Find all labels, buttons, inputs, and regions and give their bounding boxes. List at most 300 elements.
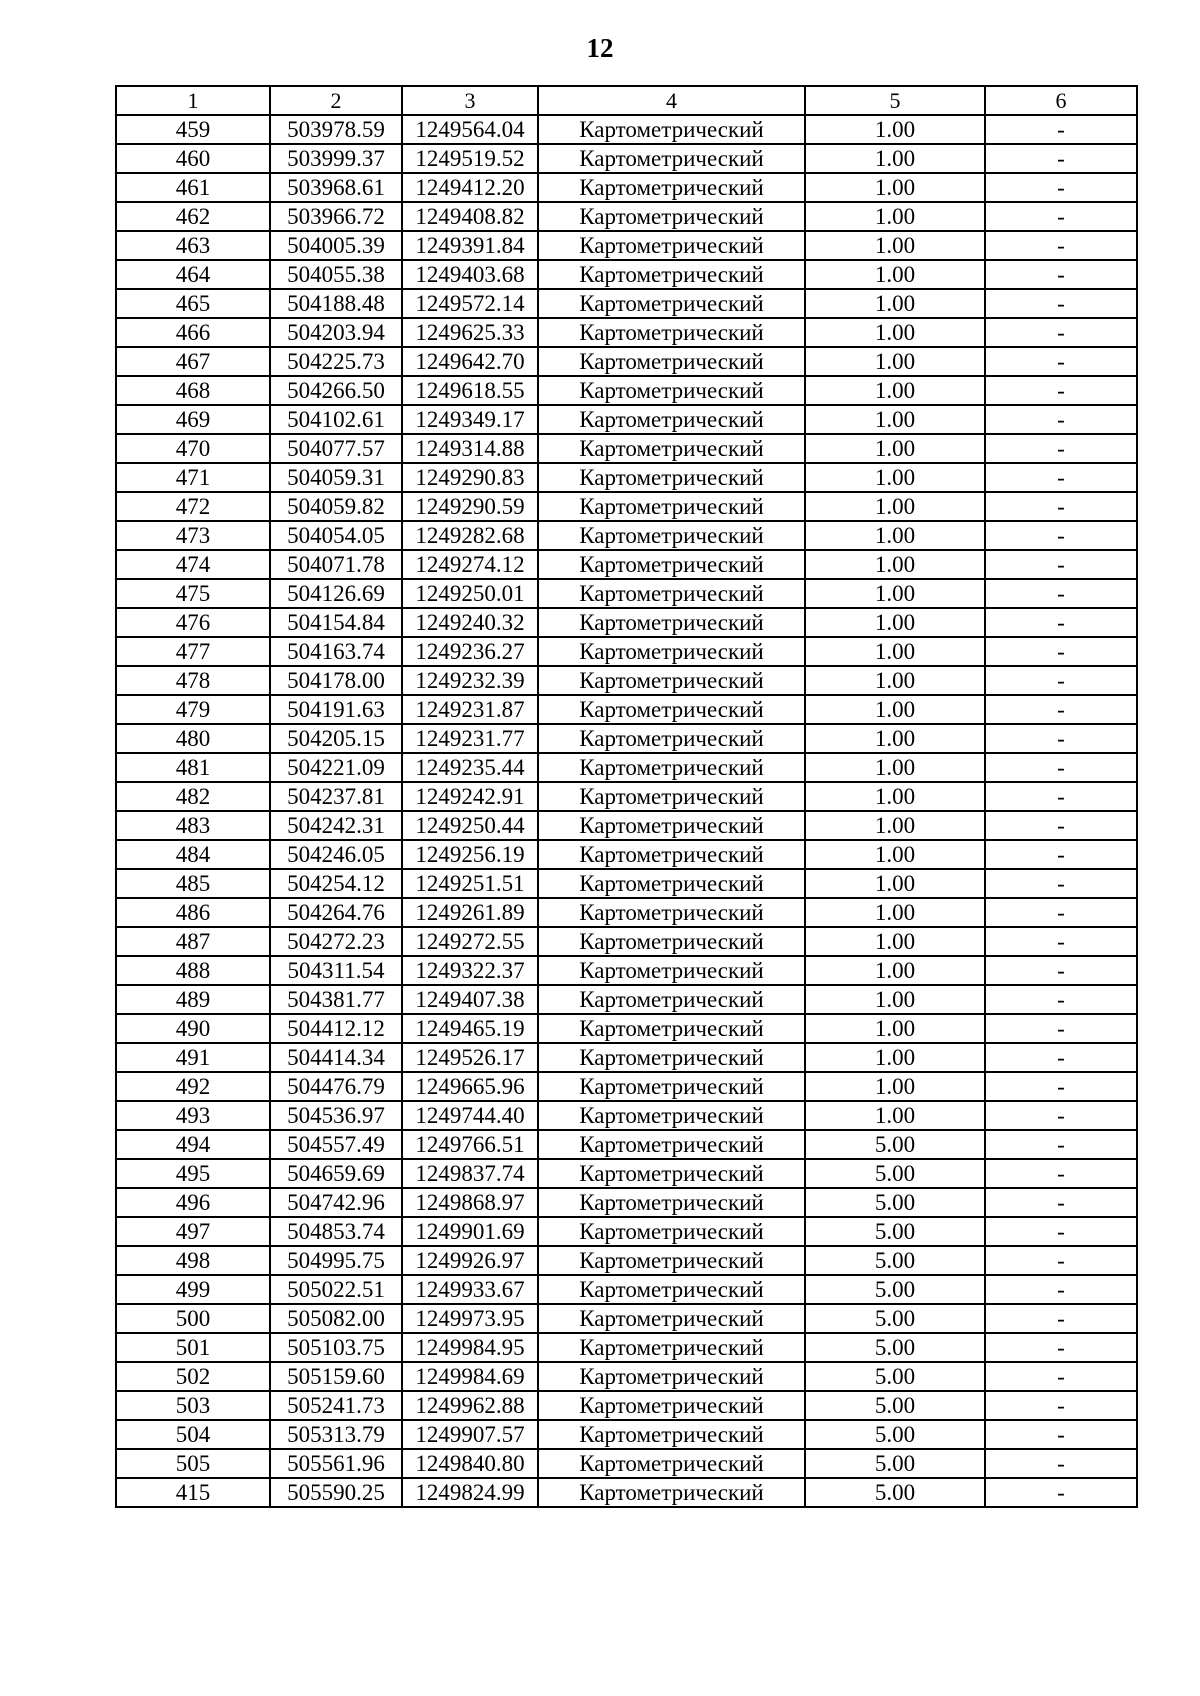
cell-description: - (985, 1478, 1137, 1507)
cell-method: Картометрический (538, 550, 805, 579)
cell-method: Картометрический (538, 463, 805, 492)
cell-method: Картометрический (538, 1275, 805, 1304)
cell-accuracy: 1.00 (805, 724, 985, 753)
cell-x: 504178.00 (270, 666, 402, 695)
cell-point-number: 489 (116, 985, 270, 1014)
cell-method: Картометрический (538, 608, 805, 637)
table-body (116, 115, 1137, 1507)
cell-method: Картометрический (538, 666, 805, 695)
cell-x: 505022.51 (270, 1275, 402, 1304)
cell-y: 1249408.82 (402, 202, 538, 231)
table-row (116, 1275, 1137, 1304)
cell-method: Картометрический (538, 1362, 805, 1391)
cell-x: 505159.60 (270, 1362, 402, 1391)
cell-description: - (985, 173, 1137, 202)
table-row (116, 289, 1137, 318)
cell-accuracy: 1.00 (805, 318, 985, 347)
cell-accuracy: 5.00 (805, 1478, 985, 1507)
cell-y: 1249840.80 (402, 1449, 538, 1478)
cell-description: - (985, 1333, 1137, 1362)
cell-description: - (985, 1391, 1137, 1420)
cell-y: 1249962.88 (402, 1391, 538, 1420)
cell-point-number: 497 (116, 1217, 270, 1246)
cell-description: - (985, 1159, 1137, 1188)
cell-point-number: 480 (116, 724, 270, 753)
cell-accuracy: 1.00 (805, 811, 985, 840)
cell-y: 1249349.17 (402, 405, 538, 434)
header-row (116, 86, 1137, 115)
cell-point-number: 491 (116, 1043, 270, 1072)
cell-method: Картометрический (538, 811, 805, 840)
table-row (116, 318, 1137, 347)
cell-method: Картометрический (538, 1217, 805, 1246)
cell-x: 503978.59 (270, 115, 402, 144)
table-row (116, 405, 1137, 434)
cell-description: - (985, 1362, 1137, 1391)
cell-x: 505103.75 (270, 1333, 402, 1362)
cell-description: - (985, 1420, 1137, 1449)
cell-method: Картометрический (538, 985, 805, 1014)
cell-x: 504126.69 (270, 579, 402, 608)
cell-x: 504163.74 (270, 637, 402, 666)
cell-description: - (985, 318, 1137, 347)
cell-accuracy: 1.00 (805, 144, 985, 173)
cell-point-number: 488 (116, 956, 270, 985)
cell-method: Картометрический (538, 434, 805, 463)
cell-description: - (985, 550, 1137, 579)
cell-method: Картометрический (538, 898, 805, 927)
cell-accuracy: 5.00 (805, 1391, 985, 1420)
cell-y: 1249642.70 (402, 347, 538, 376)
cell-description: - (985, 1130, 1137, 1159)
cell-description: - (985, 115, 1137, 144)
cell-description: - (985, 405, 1137, 434)
cell-point-number: 473 (116, 521, 270, 550)
cell-x: 504742.96 (270, 1188, 402, 1217)
cell-x: 503966.72 (270, 202, 402, 231)
cell-point-number: 487 (116, 927, 270, 956)
cell-y: 1249290.59 (402, 492, 538, 521)
cell-description: - (985, 1217, 1137, 1246)
cell-point-number: 501 (116, 1333, 270, 1362)
cell-x: 504995.75 (270, 1246, 402, 1275)
cell-method: Картометрический (538, 1130, 805, 1159)
cell-y: 1249984.95 (402, 1333, 538, 1362)
cell-accuracy: 5.00 (805, 1333, 985, 1362)
cell-description: - (985, 724, 1137, 753)
cell-accuracy: 1.00 (805, 1101, 985, 1130)
table-row (116, 1333, 1137, 1362)
cell-x: 505082.00 (270, 1304, 402, 1333)
cell-x: 504203.94 (270, 318, 402, 347)
cell-method: Картометрический (538, 1246, 805, 1275)
cell-method: Картометрический (538, 869, 805, 898)
cell-method: Картометрический (538, 1188, 805, 1217)
cell-description: - (985, 1043, 1137, 1072)
cell-description: - (985, 1449, 1137, 1478)
cell-y: 1249236.27 (402, 637, 538, 666)
table-row (116, 666, 1137, 695)
cell-method: Картометрический (538, 347, 805, 376)
table-row (116, 1014, 1137, 1043)
cell-y: 1249412.20 (402, 173, 538, 202)
cell-point-number: 503 (116, 1391, 270, 1420)
cell-x: 504853.74 (270, 1217, 402, 1246)
table-row (116, 1449, 1137, 1478)
cell-accuracy: 1.00 (805, 782, 985, 811)
cell-x: 504659.69 (270, 1159, 402, 1188)
table-row (116, 1391, 1137, 1420)
cell-accuracy: 1.00 (805, 405, 985, 434)
cell-x: 504536.97 (270, 1101, 402, 1130)
cell-method: Картометрический (538, 579, 805, 608)
table-row (116, 956, 1137, 985)
cell-accuracy: 1.00 (805, 579, 985, 608)
cell-method: Картометрический (538, 1159, 805, 1188)
table-row (116, 927, 1137, 956)
cell-accuracy: 1.00 (805, 463, 985, 492)
cell-point-number: 474 (116, 550, 270, 579)
cell-description: - (985, 434, 1137, 463)
cell-x: 504071.78 (270, 550, 402, 579)
cell-description: - (985, 956, 1137, 985)
table-row (116, 695, 1137, 724)
cell-method: Картометрический (538, 695, 805, 724)
table-row (116, 376, 1137, 405)
cell-description: - (985, 1275, 1137, 1304)
cell-point-number: 484 (116, 840, 270, 869)
cell-accuracy: 1.00 (805, 492, 985, 521)
cell-method: Картометрический (538, 1014, 805, 1043)
cell-x: 504557.49 (270, 1130, 402, 1159)
cell-accuracy: 1.00 (805, 521, 985, 550)
table-row (116, 1130, 1137, 1159)
cell-accuracy: 1.00 (805, 753, 985, 782)
cell-y: 1249744.40 (402, 1101, 538, 1130)
cell-x: 504055.38 (270, 260, 402, 289)
cell-method: Картометрический (538, 956, 805, 985)
cell-accuracy: 1.00 (805, 1072, 985, 1101)
table-row (116, 1101, 1137, 1130)
cell-point-number: 482 (116, 782, 270, 811)
cell-description: - (985, 753, 1137, 782)
table-row (116, 434, 1137, 463)
cell-accuracy: 1.00 (805, 376, 985, 405)
coordinates-table (115, 85, 1138, 1508)
cell-point-number: 475 (116, 579, 270, 608)
cell-x: 504311.54 (270, 956, 402, 985)
cell-y: 1249391.84 (402, 231, 538, 260)
cell-method: Картометрический (538, 637, 805, 666)
cell-accuracy: 1.00 (805, 840, 985, 869)
cell-accuracy: 5.00 (805, 1275, 985, 1304)
cell-y: 1249564.04 (402, 115, 538, 144)
cell-description: - (985, 260, 1137, 289)
cell-y: 1249901.69 (402, 1217, 538, 1246)
table-row (116, 1043, 1137, 1072)
cell-x: 504188.48 (270, 289, 402, 318)
cell-accuracy: 5.00 (805, 1362, 985, 1391)
cell-description: - (985, 289, 1137, 318)
cell-point-number: 468 (116, 376, 270, 405)
cell-method: Картометрический (538, 260, 805, 289)
cell-y: 1249973.95 (402, 1304, 538, 1333)
cell-y: 1249766.51 (402, 1130, 538, 1159)
cell-accuracy: 1.00 (805, 115, 985, 144)
cell-x: 503968.61 (270, 173, 402, 202)
cell-accuracy: 5.00 (805, 1188, 985, 1217)
cell-point-number: 466 (116, 318, 270, 347)
cell-x: 504154.84 (270, 608, 402, 637)
cell-y: 1249933.67 (402, 1275, 538, 1304)
cell-method: Картометрический (538, 1333, 805, 1362)
cell-y: 1249251.51 (402, 869, 538, 898)
cell-accuracy: 1.00 (805, 231, 985, 260)
table-row (116, 1072, 1137, 1101)
table-row (116, 144, 1137, 173)
cell-y: 1249403.68 (402, 260, 538, 289)
table-row (116, 898, 1137, 927)
cell-method: Картометрический (538, 231, 805, 260)
table-row (116, 782, 1137, 811)
cell-accuracy: 5.00 (805, 1304, 985, 1333)
cell-point-number: 483 (116, 811, 270, 840)
cell-y: 1249272.55 (402, 927, 538, 956)
cell-accuracy: 1.00 (805, 289, 985, 318)
cell-y: 1249274.12 (402, 550, 538, 579)
cell-description: - (985, 1101, 1137, 1130)
table-row (116, 492, 1137, 521)
cell-point-number: 495 (116, 1159, 270, 1188)
cell-x: 504237.81 (270, 782, 402, 811)
cell-accuracy: 1.00 (805, 898, 985, 927)
table-row (116, 840, 1137, 869)
cell-y: 1249837.74 (402, 1159, 538, 1188)
cell-point-number: 469 (116, 405, 270, 434)
cell-y: 1249572.14 (402, 289, 538, 318)
cell-point-number: 464 (116, 260, 270, 289)
cell-description: - (985, 1304, 1137, 1333)
table-row (116, 811, 1137, 840)
cell-point-number: 492 (116, 1072, 270, 1101)
table-row (116, 724, 1137, 753)
cell-point-number: 477 (116, 637, 270, 666)
cell-x: 504414.34 (270, 1043, 402, 1072)
cell-y: 1249290.83 (402, 463, 538, 492)
table-row (116, 1159, 1137, 1188)
cell-method: Картометрический (538, 202, 805, 231)
cell-method: Картометрический (538, 173, 805, 202)
table-row (116, 985, 1137, 1014)
cell-point-number: 500 (116, 1304, 270, 1333)
cell-point-number: 498 (116, 1246, 270, 1275)
cell-accuracy: 1.00 (805, 956, 985, 985)
cell-x: 503999.37 (270, 144, 402, 173)
cell-point-number: 465 (116, 289, 270, 318)
cell-y: 1249984.69 (402, 1362, 538, 1391)
cell-description: - (985, 1072, 1137, 1101)
cell-method: Картометрический (538, 1101, 805, 1130)
cell-accuracy: 5.00 (805, 1449, 985, 1478)
cell-method: Картометрический (538, 1304, 805, 1333)
header-cell-description: 6 (985, 86, 1137, 115)
cell-point-number: 470 (116, 434, 270, 463)
cell-x: 504221.09 (270, 753, 402, 782)
cell-y: 1249242.91 (402, 782, 538, 811)
cell-description: - (985, 608, 1137, 637)
table-row (116, 1362, 1137, 1391)
cell-method: Картометрический (538, 376, 805, 405)
cell-y: 1249256.19 (402, 840, 538, 869)
cell-y: 1249232.39 (402, 666, 538, 695)
cell-method: Картометрический (538, 318, 805, 347)
cell-accuracy: 5.00 (805, 1246, 985, 1275)
cell-y: 1249314.88 (402, 434, 538, 463)
cell-x: 505561.96 (270, 1449, 402, 1478)
cell-accuracy: 5.00 (805, 1217, 985, 1246)
cell-method: Картометрический (538, 405, 805, 434)
table-row (116, 1188, 1137, 1217)
header-cell-y: 3 (402, 86, 538, 115)
cell-y: 1249250.01 (402, 579, 538, 608)
cell-y: 1249235.44 (402, 753, 538, 782)
cell-description: - (985, 666, 1137, 695)
table-row (116, 260, 1137, 289)
cell-point-number: 478 (116, 666, 270, 695)
cell-accuracy: 1.00 (805, 608, 985, 637)
table-row (116, 347, 1137, 376)
cell-accuracy: 1.00 (805, 202, 985, 231)
cell-y: 1249407.38 (402, 985, 538, 1014)
cell-point-number: 481 (116, 753, 270, 782)
cell-description: - (985, 144, 1137, 173)
cell-method: Картометрический (538, 840, 805, 869)
cell-description: - (985, 869, 1137, 898)
cell-method: Картометрический (538, 1420, 805, 1449)
table-header (116, 86, 1137, 115)
table-row (116, 608, 1137, 637)
cell-y: 1249926.97 (402, 1246, 538, 1275)
cell-x: 504077.57 (270, 434, 402, 463)
cell-x: 504246.05 (270, 840, 402, 869)
table-row (116, 753, 1137, 782)
header-cell-method: 4 (538, 86, 805, 115)
cell-x: 504476.79 (270, 1072, 402, 1101)
cell-x: 505313.79 (270, 1420, 402, 1449)
cell-accuracy: 1.00 (805, 434, 985, 463)
cell-description: - (985, 898, 1137, 927)
cell-description: - (985, 927, 1137, 956)
cell-method: Картометрический (538, 1391, 805, 1420)
cell-x: 504264.76 (270, 898, 402, 927)
cell-point-number: 505 (116, 1449, 270, 1478)
cell-point-number: 460 (116, 144, 270, 173)
cell-x: 504412.12 (270, 1014, 402, 1043)
cell-method: Картометрический (538, 1072, 805, 1101)
table-row (116, 463, 1137, 492)
cell-point-number: 494 (116, 1130, 270, 1159)
cell-x: 505241.73 (270, 1391, 402, 1420)
cell-x: 504059.82 (270, 492, 402, 521)
cell-x: 505590.25 (270, 1478, 402, 1507)
cell-y: 1249824.99 (402, 1478, 538, 1507)
cell-point-number: 467 (116, 347, 270, 376)
cell-point-number: 490 (116, 1014, 270, 1043)
cell-description: - (985, 231, 1137, 260)
cell-method: Картометрический (538, 753, 805, 782)
cell-accuracy: 1.00 (805, 927, 985, 956)
cell-x: 504005.39 (270, 231, 402, 260)
cell-point-number: 476 (116, 608, 270, 637)
cell-accuracy: 1.00 (805, 173, 985, 202)
cell-y: 1249465.19 (402, 1014, 538, 1043)
cell-x: 504205.15 (270, 724, 402, 753)
cell-point-number: 459 (116, 115, 270, 144)
table-row (116, 550, 1137, 579)
cell-description: - (985, 347, 1137, 376)
cell-accuracy: 1.00 (805, 666, 985, 695)
cell-description: - (985, 463, 1137, 492)
header-cell-x: 2 (270, 86, 402, 115)
cell-description: - (985, 782, 1137, 811)
cell-description: - (985, 1246, 1137, 1275)
table-row (116, 521, 1137, 550)
cell-y: 1249240.32 (402, 608, 538, 637)
cell-y: 1249322.37 (402, 956, 538, 985)
cell-point-number: 479 (116, 695, 270, 724)
cell-accuracy: 1.00 (805, 869, 985, 898)
cell-y: 1249261.89 (402, 898, 538, 927)
cell-method: Картометрический (538, 144, 805, 173)
cell-y: 1249665.96 (402, 1072, 538, 1101)
table-row (116, 869, 1137, 898)
cell-y: 1249282.68 (402, 521, 538, 550)
cell-x: 504254.12 (270, 869, 402, 898)
table-row (116, 231, 1137, 260)
cell-x: 504272.23 (270, 927, 402, 956)
cell-accuracy: 5.00 (805, 1420, 985, 1449)
cell-point-number: 485 (116, 869, 270, 898)
cell-point-number: 504 (116, 1420, 270, 1449)
cell-point-number: 462 (116, 202, 270, 231)
table-row (116, 637, 1137, 666)
cell-y: 1249618.55 (402, 376, 538, 405)
cell-description: - (985, 637, 1137, 666)
cell-y: 1249868.97 (402, 1188, 538, 1217)
cell-y: 1249250.44 (402, 811, 538, 840)
cell-description: - (985, 1014, 1137, 1043)
cell-point-number: 415 (116, 1478, 270, 1507)
page-number: 12 (586, 33, 614, 63)
cell-method: Картометрический (538, 492, 805, 521)
cell-accuracy: 1.00 (805, 985, 985, 1014)
cell-accuracy: 5.00 (805, 1130, 985, 1159)
cell-point-number: 471 (116, 463, 270, 492)
cell-description: - (985, 985, 1137, 1014)
cell-description: - (985, 840, 1137, 869)
cell-description: - (985, 695, 1137, 724)
cell-point-number: 499 (116, 1275, 270, 1304)
cell-x: 504381.77 (270, 985, 402, 1014)
cell-x: 504191.63 (270, 695, 402, 724)
cell-accuracy: 1.00 (805, 1043, 985, 1072)
cell-method: Картометрический (538, 1043, 805, 1072)
cell-description: - (985, 202, 1137, 231)
cell-method: Картометрический (538, 289, 805, 318)
table-row (116, 173, 1137, 202)
table-row (116, 115, 1137, 144)
table-row (116, 1304, 1137, 1333)
